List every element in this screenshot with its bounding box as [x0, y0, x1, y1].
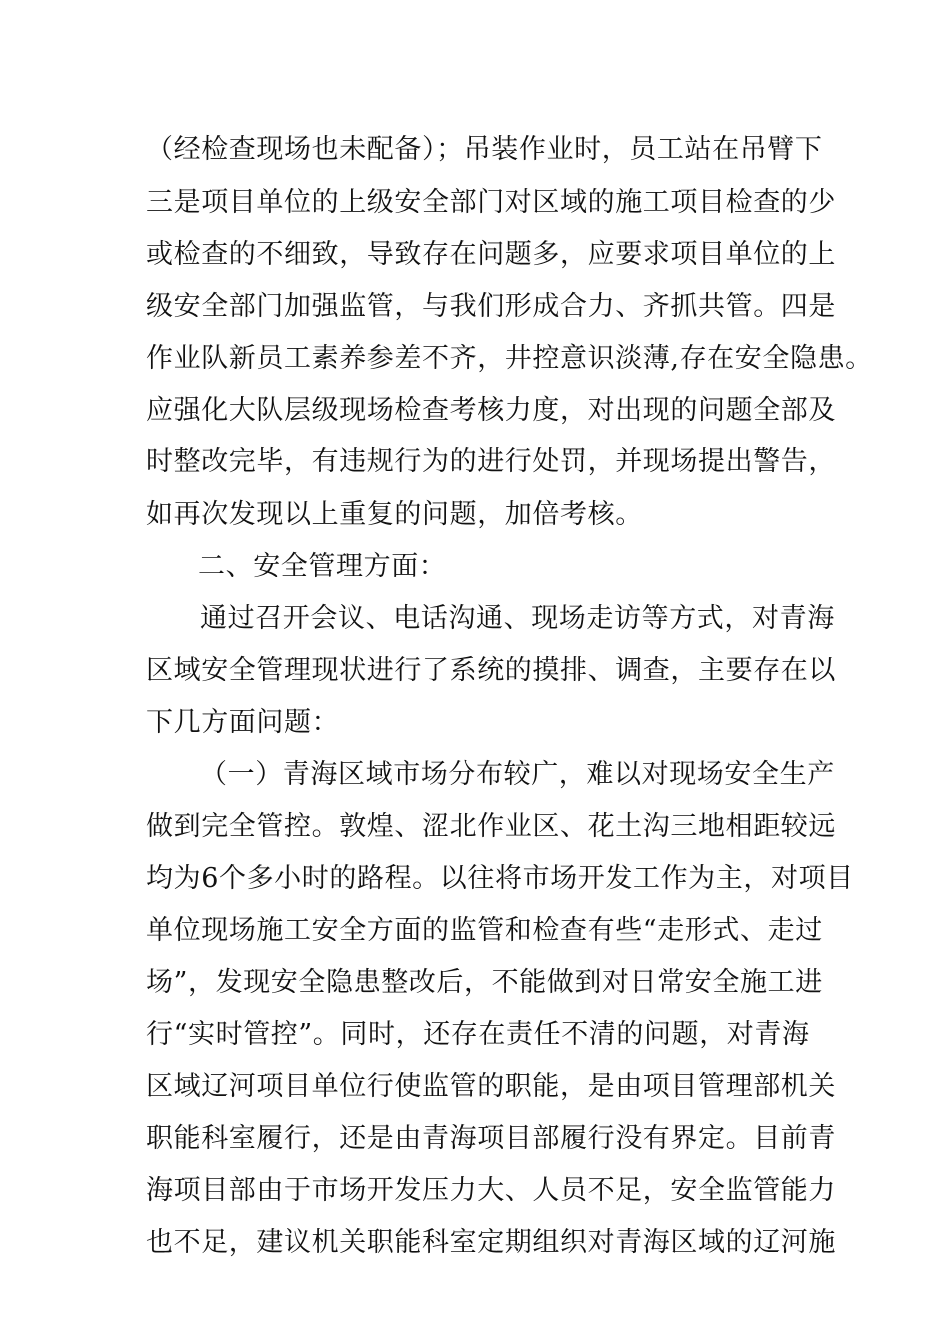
text-line-11: 区域安全管理现状进行了系统的摸排、调查，主要存在以	[146, 655, 836, 686]
text-line-18: 行“实时管控”。同时，还存在责任不清的问题，对青海	[146, 1019, 810, 1050]
text-line-4: 级安全部门加强监管，与我们形成合力、齐抓共管。四是	[146, 291, 836, 322]
text-line-12: 下几方面问题：	[146, 707, 340, 738]
text-line-14: 做到完全管控。敦煌、涩北作业区、花土沟三地相距较远	[146, 811, 836, 842]
text-line-21: 海项目部由于市场开发压力大、人员不足，安全监管能力	[146, 1175, 836, 1206]
text-line-8: 如再次发现以上重复的问题，加倍考核。	[146, 499, 643, 530]
text-line-15: 均为6个多小时的路程。以往将市场开发工作为主，对项目	[146, 863, 854, 894]
text-line-5: 作业队新员工素养参差不齐，井控意识淡薄,存在安全隐患。	[146, 343, 873, 374]
text-line-7: 时整改完毕，有违规行为的进行处罚，并现场提出警告，	[146, 446, 836, 477]
text-line-20: 职能科室履行，还是由青海项目部履行没有界定。目前青	[146, 1123, 836, 1154]
subsection-heading-1: （一）青海区域市场分布较广，难以对现场安全生产	[200, 759, 835, 790]
text-line-3: 或检查的不细致，导致存在问题多，应要求项目单位的上	[146, 239, 836, 270]
section-heading-2: 二、安全管理方面：	[198, 551, 447, 582]
text-line-17: 场”，发现安全隐患整改后，不能做到对日常安全施工进	[146, 967, 823, 998]
text-line-2: 三是项目单位的上级安全部门对区域的施工项目检查的少	[146, 187, 836, 218]
text-line-22: 也不足，建议机关职能科室定期组织对青海区域的辽河施	[146, 1227, 836, 1258]
text-line-19: 区域辽河项目单位行使监管的职能，是由项目管理部机关	[146, 1071, 836, 1102]
text-line-16: 单位现场施工安全方面的监管和检查有些“走形式、走过	[146, 915, 823, 946]
text-line-1: （经检查现场也未配备）；吊装作业时，员工站在吊臂下	[146, 134, 823, 165]
paragraph-start-line: 通过召开会议、电话沟通、现场走访等方式，对青海	[200, 603, 835, 634]
text-line-6: 应强化大队层级现场检查考核力度，对出现的问题全部及	[146, 395, 836, 426]
